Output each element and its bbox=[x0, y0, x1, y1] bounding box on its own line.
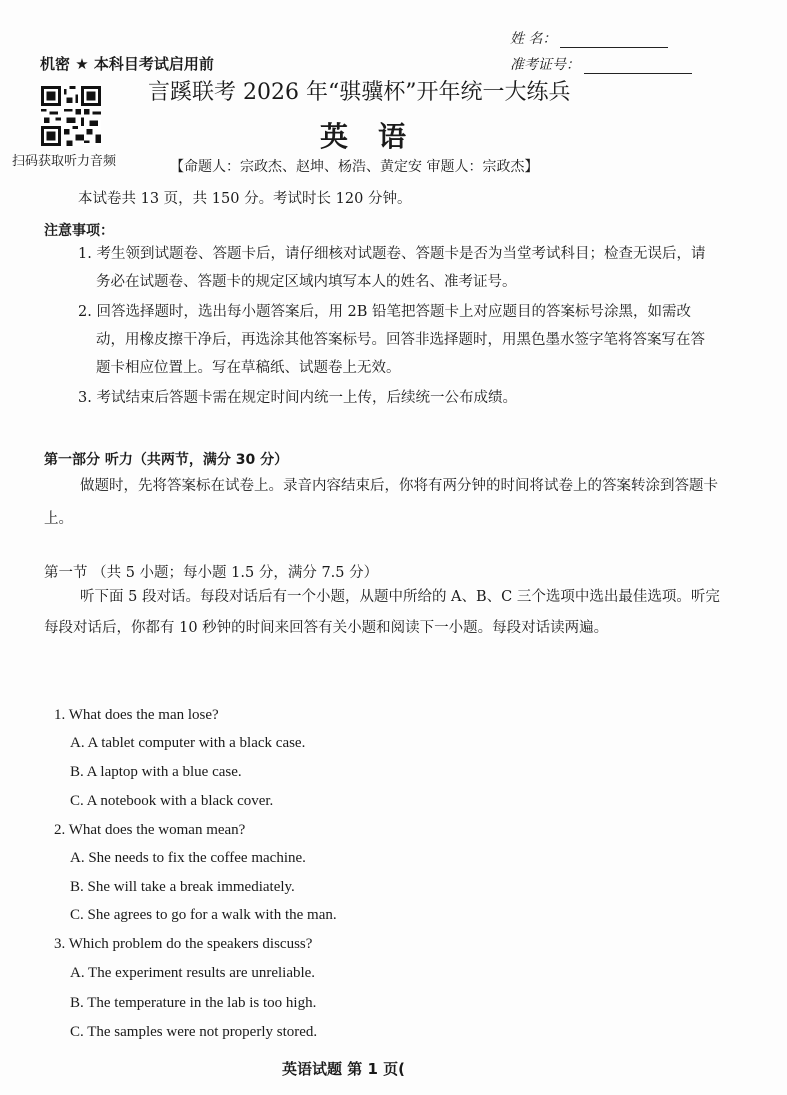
question-3: 3. Which problem do the speakers discuss? bbox=[54, 936, 313, 952]
exam-title: 言蹊联考 2026 年“骐骥杯”开年统一大练兵 bbox=[148, 80, 571, 105]
notice-item: 2. 回答选择题时，选出每小题答案后，用 2B 铅笔把答题卡上对应题目的答案标号涂黑，如需改动，用橡皮擦干净后，再选涂其他答案标号。回答非选择题时，用黑色墨水签字笔将答案写在答题卡相应位置上。写在草稿纸、试题卷上无效。 bbox=[78, 304, 705, 376]
q2-option-b: B. She will take a break immediately. bbox=[70, 879, 295, 895]
exam-id-label: 准考证号： bbox=[510, 57, 580, 73]
q1-option-a: A. A tablet computer with a black case. bbox=[70, 735, 306, 751]
name-label: 姓 名： bbox=[510, 31, 557, 47]
question-2: 2. What does the woman mean? bbox=[54, 822, 246, 838]
notice-list bbox=[78, 240, 718, 414]
q2-option-c: C. She agrees to go for a walk with the man. bbox=[70, 907, 337, 923]
intro-text: 本试卷共 13 页，共 150 分。考试时长 120 分钟。 bbox=[78, 191, 412, 207]
qr-code-icon bbox=[41, 86, 101, 146]
notice-item: 3. 考试结束后答题卡需在规定时间内统一上传，后续统一公布成绩。 bbox=[78, 390, 517, 406]
q2-option-a: A. She needs to fix the coffee machine. bbox=[70, 850, 306, 866]
part1-title: 第一部分 听力（共两节，满分 30 分） bbox=[44, 452, 289, 468]
subject-title: 英语 bbox=[320, 120, 437, 153]
part1-instruction: 做题时，先将答案标在试卷上。录音内容结束后，你将有两分钟的时间将试卷上的答案转涂到答题卡上。 bbox=[44, 478, 718, 527]
name-field bbox=[510, 28, 668, 48]
notice-title: 注意事项： bbox=[44, 223, 114, 239]
notice-item: 1. 考生领到试题卷、答题卡后，请仔细核对试题卷、答题卡是否为当堂考试科目；检查无误后，请务必在试题卷、答题卡的规定区域内填写本人的姓名、准考证号。 bbox=[78, 246, 706, 290]
confidential-label: 机密 ★ 本科目考试启用前 bbox=[40, 55, 214, 73]
q1-option-c: C. A notebook with a black cover. bbox=[70, 793, 274, 809]
question-1: 1. What does the man lose? bbox=[54, 707, 219, 723]
q3-option-a: A. The experiment results are unreliable. bbox=[70, 965, 316, 981]
exam-id-field bbox=[510, 54, 692, 74]
q1-option-b: B. A laptop with a blue case. bbox=[70, 764, 242, 780]
authors-line: 【命题人：宗政杰、赵坤、杨浩、黄定安 审题人：宗政杰】 bbox=[170, 159, 539, 175]
name-blank bbox=[560, 33, 668, 48]
q3-option-c: C. The samples were not properly stored. bbox=[70, 1024, 318, 1040]
q3-option-b: B. The temperature in the lab is too high. bbox=[70, 995, 317, 1011]
exam-id-blank bbox=[584, 59, 692, 74]
qr-caption: 扫码获取听力音频 bbox=[12, 154, 117, 169]
section1-instruction: 听下面 5 段对话。每段对话后有一个小题，从题中所给的 A、B、C 三个选项中选出最佳选项。听完每段对话后，你都有 10 秒钟的时间来回答有关小题和阅读下一小题。每段对话读两遍。 bbox=[44, 589, 720, 636]
page-footer: 英语试题 第 1 页( bbox=[282, 1060, 405, 1078]
section1-title: 第一节 （共 5 小题；每小题 1.5 分，满分 7.5 分） bbox=[44, 565, 379, 581]
